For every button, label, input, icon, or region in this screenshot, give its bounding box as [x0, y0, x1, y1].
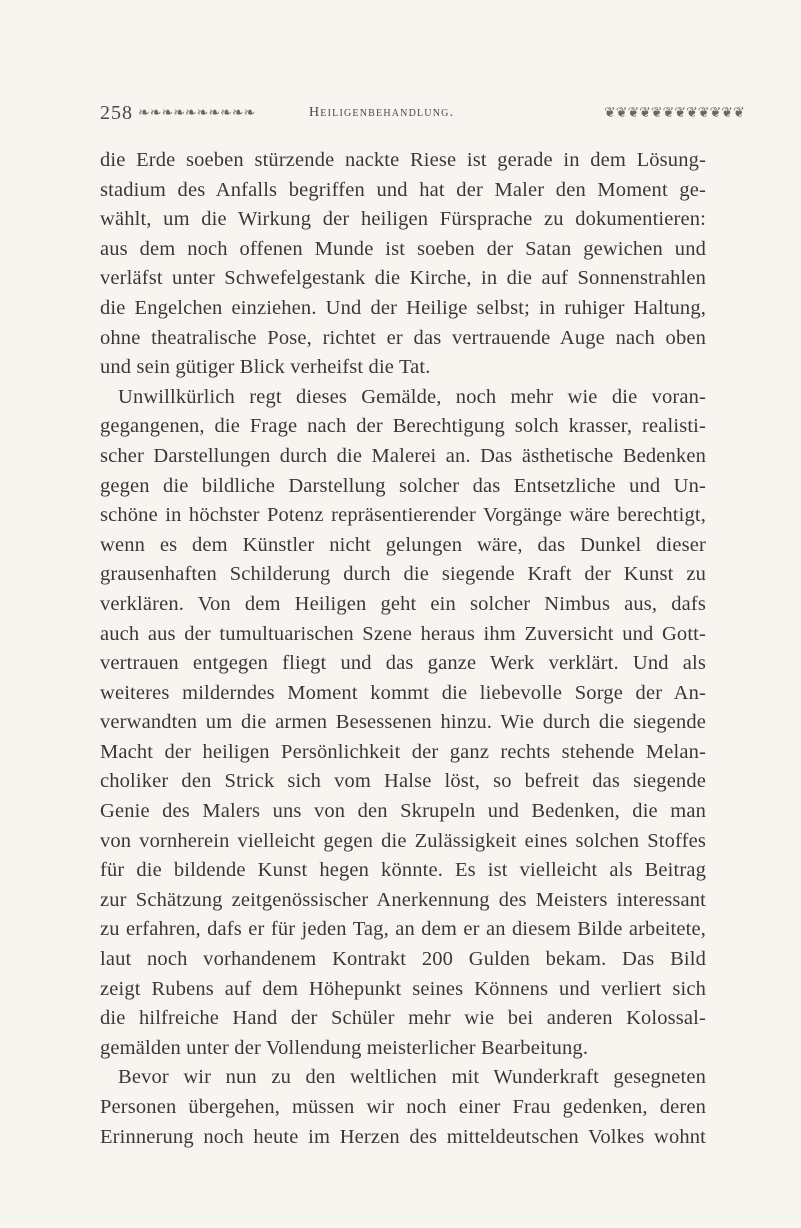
text-line: grausenhaften Schilderung durch die siegende Kraft der Kunst zu — [100, 563, 706, 586]
text-line: scher Darstellungen durch die Malerei an. Das ästhetische Bedenken — [100, 444, 706, 467]
text-line: weiteres milderndes Moment kommt die liebevolle Sorge der An- — [100, 681, 706, 704]
text-line: wählt, um die Wirkung der heiligen Fürsprache zu dokumentieren: — [100, 208, 706, 231]
text-line: auch aus der tumultuarischen Szene heraus ihm Zuversicht und Gott- — [100, 622, 706, 645]
text-line: verwandten um die armen Besessenen hinzu. Wie durch die siegende — [100, 711, 706, 734]
text-line: Bevor wir nun zu den weltlichen mit Wunderkraft gesegneten — [118, 1066, 706, 1089]
text-line: und sein gütiger Blick verheifst die Tat. — [100, 356, 431, 379]
text-line: choliker den Strick sich vom Halse löst, so befreit das siegende — [100, 770, 706, 793]
text-line: die Engelchen einziehen. Und der Heilige selbst; in ruhiger Haltung, — [100, 296, 706, 319]
text-line: die Erde soeben stürzende nackte Riese ist gerade in dem Lösung- — [100, 149, 706, 171]
text-line: die hilfreiche Hand der Schüler mehr wie bei anderen Kolossal- — [100, 1007, 706, 1030]
text-line: ohne theatralische Pose, richtet er das vertrauende Auge nach oben — [100, 326, 706, 349]
ornament-right: ❦❦❦❦❦❦❦❦❦❦❦❦ — [604, 106, 745, 121]
running-title: Heiligenbehandlung. — [309, 105, 455, 120]
text-line: vertrauen entgegen fliegt und das ganze Werk verklärt. Und als — [100, 652, 706, 675]
text-line: Unwillkürlich regt dieses Gemälde, noch mehr wie die voran- — [118, 385, 706, 408]
text-line: stadium des Anfalls begriffen und hat der Maler den Moment ge- — [100, 178, 706, 201]
text-line: zeigt Rubens auf dem Höhepunkt seines Könnens und verliert sich — [100, 977, 706, 1000]
body-text — [100, 146, 706, 1152]
text-line: aus dem noch offenen Munde ist soeben der Satan gewichen und — [100, 237, 706, 260]
ornament-left: ❧❧❧❧❧❧❧❧❧❧ — [138, 106, 256, 121]
page-header — [100, 96, 745, 132]
text-line: zur Schätzung zeitgenössischer Anerkennung des Meisters interessant — [100, 888, 706, 911]
text-line: verläfst unter Schwefelgestank die Kirche, in die auf Sonnenstrahlen — [100, 267, 706, 290]
text-line: zu erfahren, dafs er für jeden Tag, an dem er an diesem Bilde arbeitete, — [100, 918, 706, 941]
text-line: für die bildende Kunst hegen könnte. Es ist vielleicht als Beitrag — [100, 859, 706, 882]
text-line: Personen übergehen, müssen wir noch einer Frau gedenken, deren — [100, 1096, 706, 1118]
text-line: von vornherein vielleicht gegen die Zulässigkeit eines solchen Stoffes — [100, 829, 706, 852]
text-line: Macht der heiligen Persönlichkeit der ganz rechts stehende Melan- — [100, 740, 706, 763]
text-line: Genie des Malers uns von den Skrupeln und Bedenken, die man — [100, 800, 706, 823]
text-line: wenn es dem Künstler nicht gelungen wäre, das Dunkel dieser — [100, 533, 706, 556]
text-line: gegangenen, die Frage nach der Berechtigung solch krasser, realisti- — [100, 415, 706, 438]
text-line: laut noch vorhandenem Kontrakt 200 Gulden bekam. Das Bild — [100, 948, 706, 971]
text-line: schöne in höchster Potenz repräsentierender Vorgänge wäre berechtigt, — [100, 504, 706, 527]
text-line: gemälden unter der Vollendung meisterlicher Bearbeitung. — [100, 1036, 589, 1059]
page-number: 258 — [100, 102, 133, 124]
text-line: gegen die bildliche Darstellung solcher das Entsetzliche und Un- — [100, 474, 706, 497]
text-line: Erinnerung noch heute im Herzen des mitteldeutschen Volkes wohnt — [100, 1125, 706, 1148]
text-line: verklären. Von dem Heiligen geht ein solcher Nimbus aus, dafs — [100, 592, 706, 615]
